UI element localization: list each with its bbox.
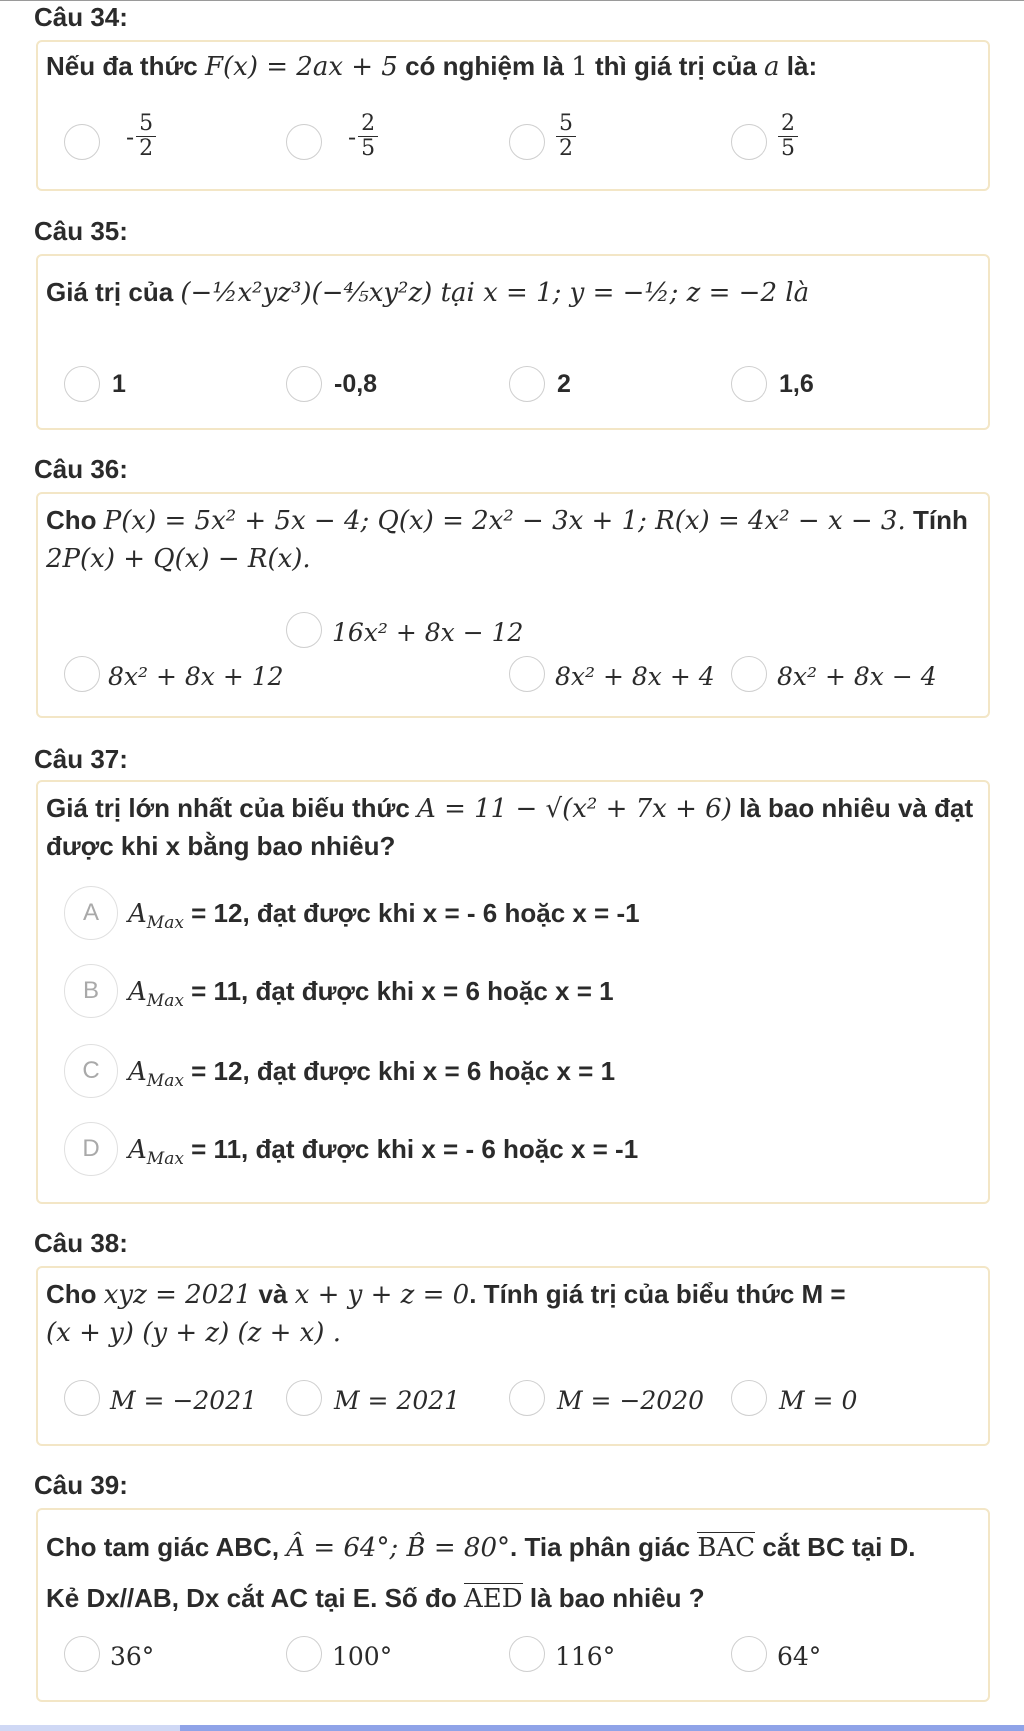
question-34-prompt: Nếu đa thức F(x) = 2ax + 5 có nghiệm là 1 thì giá trị của a là: xyxy=(46,51,818,82)
option-label: M = −2020 xyxy=(557,1386,705,1415)
option-label: $A_{Max} = 11$, đạt được khi x = 6 hoặc x = 1 xyxy=(128,976,614,1012)
option-letter-c[interactable]: C xyxy=(64,1044,118,1098)
option-radio[interactable] xyxy=(64,1380,100,1416)
option-label: $A_{Max} = 12$, đạt được khi x = 6 hoặc x = 1 xyxy=(128,1056,616,1092)
option-label: 16x² + 8x − 12 xyxy=(332,618,524,647)
option-label: 8x² + 8x + 4 xyxy=(555,662,715,691)
option-label: M = 2021 xyxy=(334,1386,461,1415)
option-label: 1,6 xyxy=(779,370,814,398)
option-row[interactable] xyxy=(38,1120,988,1180)
option-radio[interactable] xyxy=(509,1380,545,1416)
option-radio[interactable] xyxy=(509,1636,545,1672)
option-row[interactable] xyxy=(38,884,988,944)
option-label: 8x² + 8x + 12 xyxy=(108,662,284,691)
option-label: $A_{Max} = 11$, đạt được khi x = - 6 hoặc x = -1 xyxy=(128,1134,639,1170)
question-39-box xyxy=(36,1508,990,1702)
question-38-title: Câu 38: xyxy=(34,1228,128,1258)
option-label: 116° xyxy=(555,1642,616,1671)
option-row[interactable] xyxy=(38,962,988,1022)
question-37-box xyxy=(36,780,990,1204)
option-radio[interactable] xyxy=(731,124,767,160)
option-label: 64° xyxy=(777,1642,822,1671)
option-radio[interactable] xyxy=(731,1380,767,1416)
option-radio[interactable] xyxy=(64,656,100,692)
option-radio[interactable] xyxy=(64,366,100,402)
option-radio[interactable] xyxy=(286,612,322,648)
option-radio[interactable] xyxy=(731,366,767,402)
option-radio[interactable] xyxy=(286,1380,322,1416)
option-letter-a[interactable]: A xyxy=(64,886,118,940)
option-label: 8x² + 8x − 4 xyxy=(777,662,937,691)
question-36-title: Câu 36: xyxy=(34,454,128,484)
bottom-progress-segment xyxy=(0,1725,180,1731)
option-label: - $\frac{2}{5}$ xyxy=(348,112,378,161)
question-37-prompt: Giá trị lớn nhất của biếu thức A = 11 − √(x² + 7x + 6) là bao nhiêu và đạt được khi x bằng bao nhiêu? xyxy=(46,793,974,861)
question-36-prompt: Cho P(x) = 5x² + 5x − 4; Q(x) = 2x² − 3x + 1; R(x) = 4x² − x − 3. Tính 2P(x) + Q(x) − R(x). xyxy=(46,505,968,574)
option-radio[interactable] xyxy=(64,124,100,160)
top-divider xyxy=(0,0,1024,1)
option-radio[interactable] xyxy=(731,656,767,692)
bottom-progress-bar xyxy=(0,1725,1024,1731)
option-letter-d[interactable]: D xyxy=(64,1122,118,1176)
option-label: $\frac{5}{2}$ xyxy=(556,112,576,161)
option-row[interactable] xyxy=(38,1042,988,1102)
option-label: 1 xyxy=(112,370,126,398)
option-label: -0,8 xyxy=(334,370,378,398)
question-38-prompt: Cho xyz = 2021 và x + y + z = 0. Tính giá trị của biểu thức M = (x + y) (y + z) (z + x) . xyxy=(46,1279,846,1348)
option-label: 2 xyxy=(557,370,571,398)
question-34-box xyxy=(36,40,990,191)
option-radio[interactable] xyxy=(731,1636,767,1672)
question-35-title: Câu 35: xyxy=(34,216,128,246)
option-label: 36° xyxy=(110,1642,155,1671)
question-38-box xyxy=(36,1266,990,1446)
option-radio[interactable] xyxy=(509,124,545,160)
option-label: M = −2021 xyxy=(110,1386,258,1415)
option-label: 100° xyxy=(332,1642,393,1671)
question-34-title: Câu 34: xyxy=(34,2,128,32)
option-label: $A_{Max} = 12$, đạt được khi x = - 6 hoặc x = -1 xyxy=(128,898,640,934)
option-radio[interactable] xyxy=(286,124,322,160)
option-radio[interactable] xyxy=(509,366,545,402)
question-39-prompt: Cho tam giác ABC, Â = 64°; B̂ = 80°. Tia phân giác BAC cắt BC tại D. Kẻ Dx//AB, Dx cắt AC tại E. Số đo AED là bao nhiêu ? xyxy=(46,1532,916,1614)
question-35-box xyxy=(36,254,990,430)
question-35-prompt: Giá trị của (−½x²yz³)(−⅘xy²z) tại x = 1; y = −½; z = −2 là xyxy=(46,277,810,308)
option-label: - $\frac{5}{2}$ xyxy=(126,112,156,161)
option-label: M = 0 xyxy=(779,1386,858,1415)
option-radio[interactable] xyxy=(286,1636,322,1672)
option-radio[interactable] xyxy=(509,656,545,692)
question-37-title: Câu 37: xyxy=(34,744,128,774)
question-36-box xyxy=(36,492,990,718)
option-label: $\frac{2}{5}$ xyxy=(778,112,798,161)
option-letter-b[interactable]: B xyxy=(64,964,118,1018)
question-39-title: Câu 39: xyxy=(34,1470,128,1500)
option-radio[interactable] xyxy=(64,1636,100,1672)
option-radio[interactable] xyxy=(286,366,322,402)
